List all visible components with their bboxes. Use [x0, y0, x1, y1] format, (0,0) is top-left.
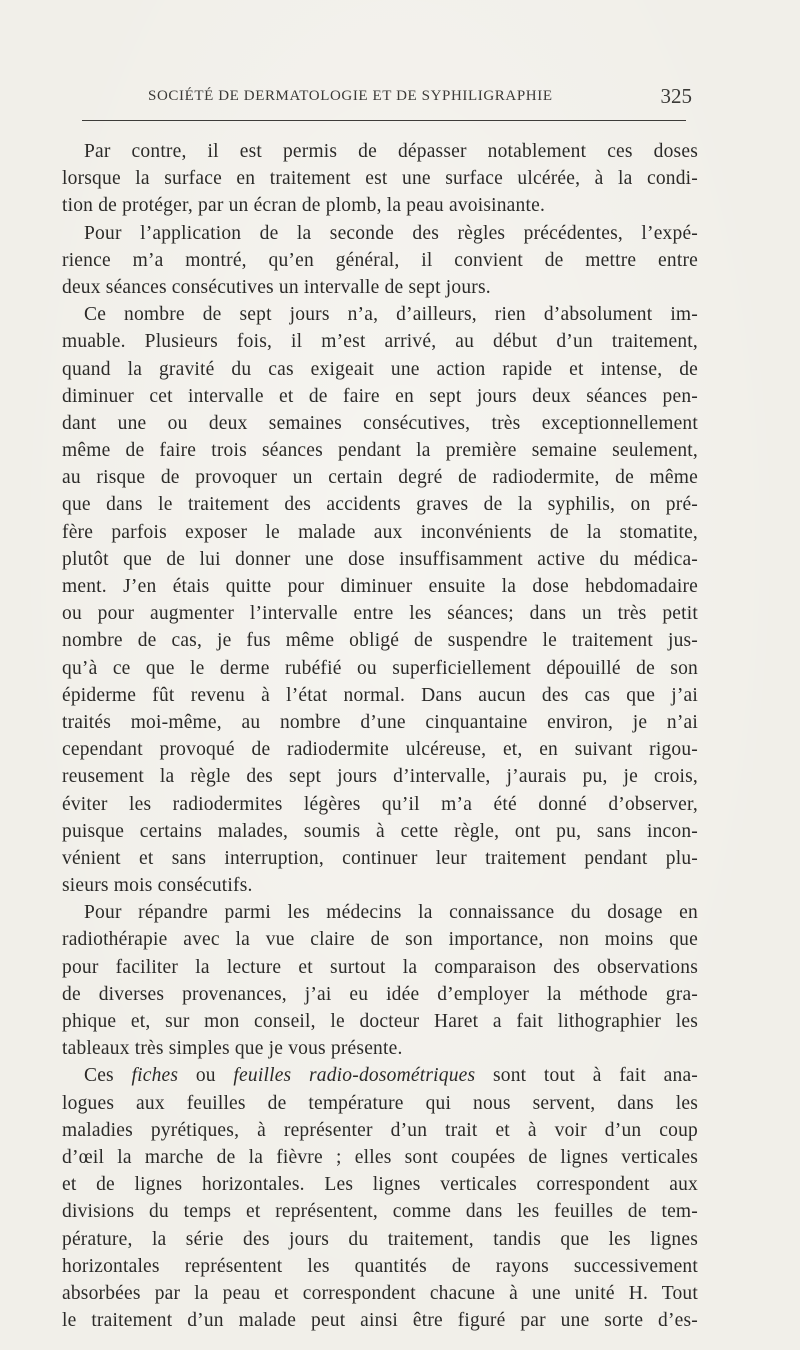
- text-line: logues aux feuilles de température qui nous servent, dans les: [62, 1092, 698, 1114]
- text-line: Pour répandre parmi les médecins la connaissance du dosage en: [84, 902, 698, 924]
- text-line: le traitement d’un malade peut ainsi être figuré par une sorte d’es-: [62, 1310, 698, 1332]
- text-line: deux séances consécutives un intervalle de sept jours.: [62, 276, 491, 298]
- italic-term: fiches: [131, 1065, 179, 1087]
- italic-term: feuilles radio-dosométriques: [233, 1065, 476, 1087]
- text-span: sont tout à fait ana-: [475, 1065, 698, 1087]
- text-line: même de faire trois séances pendant la première semaine seulement,: [62, 440, 698, 462]
- text-line: qu’à ce que le derme rubéfié ou superficiellement dépouillé de son: [62, 657, 698, 679]
- text-line: de diverses provenances, j’ai eu idée d’employer la méthode gra-: [62, 983, 698, 1005]
- text-line: divisions du temps et représentent, comme dans les feuilles de tem-: [62, 1201, 698, 1223]
- text-line: lorsque la surface en traitement est une surface ulcérée, à la condi-: [62, 168, 698, 190]
- text-line: quand la gravité du cas exigeait une action rapide et intense, de: [62, 358, 698, 380]
- text-line: [62, 1062, 698, 1089]
- text-line: tion de protéger, par un écran de plomb, la peau avoisinante.: [62, 195, 546, 217]
- text-line: diminuer cet intervalle et de faire en sept jours deux séances pen-: [62, 385, 698, 407]
- text-line: ou pour augmenter l’intervalle entre les séances; dans un très petit: [62, 603, 698, 625]
- text-span: ou: [178, 1065, 234, 1087]
- text-span: Ces: [84, 1065, 132, 1087]
- text-line: Pour l’application de la seconde des règles précédentes, l’expé-: [84, 222, 698, 244]
- text-line: puisque certains malades, soumis à cette règle, ont pu, sans incon-: [62, 820, 698, 842]
- text-line: muable. Plusieurs fois, il m’est arrivé, au début d’un traitement,: [62, 331, 698, 353]
- header-rule: [82, 120, 686, 121]
- text-line: tableaux très simples que je vous présente.: [62, 1038, 403, 1060]
- body-text: [62, 138, 698, 1334]
- text-line: pérature, la série des jours du traitement, tandis que les lignes: [62, 1228, 698, 1250]
- text-line: Par contre, il est permis de dépasser notablement ces doses: [84, 141, 698, 162]
- text-line: rience m’a montré, qu’en général, il convient de mettre entre: [62, 249, 698, 271]
- text-line: fère parfois exposer le malade aux inconvénients de la stomatite,: [62, 521, 698, 543]
- text-line: Ce nombre de sept jours n’a, d’ailleurs, rien d’absolument im-: [84, 304, 698, 326]
- text-line: phique et, sur mon conseil, le docteur Haret a fait lithographier les: [62, 1011, 698, 1032]
- text-line: reusement la règle des sept jours d’intervalle, j’aurais pu, je crois,: [62, 766, 698, 788]
- text-line: horizontales représentent les quantités de rayons successivement: [62, 1255, 698, 1277]
- running-title: SOCIÉTÉ DE DERMATOLOGIE ET DE SYPHILIGRAPHIE: [148, 88, 553, 104]
- text-line: éviter les radiodermites légères qu’il m’a été donné d’observer,: [62, 793, 698, 815]
- text-line: maladies pyrétiques, à représenter d’un trait et à voir d’un coup: [62, 1119, 698, 1141]
- page-number: 325: [660, 84, 692, 108]
- page-header: [62, 84, 698, 112]
- text-line: absorbées par la peau et correspondent chacune à une unité H. Tout: [62, 1282, 698, 1304]
- text-line: sieurs mois consécutifs.: [62, 875, 253, 897]
- text-line: cependant provoqué de radiodermite ulcéreuse, et, en suivant rigou-: [62, 739, 698, 761]
- text-line: radiothérapie avec la vue claire de son importance, non moins que: [62, 929, 698, 951]
- text-line: vénient et sans interruption, continuer leur traitement pendant plu-: [62, 847, 698, 869]
- text-line: pour faciliter la lecture et surtout la comparaison des observations: [62, 956, 698, 978]
- text-line: dant une ou deux semaines consécutives, très exceptionnellement: [62, 412, 698, 434]
- text-line: et de lignes horizontales. Les lignes verticales correspondent aux: [62, 1174, 698, 1196]
- text-line: nombre de cas, je fus même obligé de suspendre le traitement jus-: [62, 630, 698, 652]
- text-line: traités moi-même, au nombre d’une cinquantaine environ, je n’ai: [62, 711, 698, 733]
- text-line: épiderme fût revenu à l’état normal. Dans aucun des cas que j’ai: [62, 684, 698, 706]
- text-line: que dans le traitement des accidents graves de la syphilis, on pré-: [62, 494, 698, 516]
- text-line: d’œil la marche de la fièvre ; elles sont coupées de lignes verticales: [62, 1146, 698, 1168]
- text-line: ment. J’en étais quitte pour diminuer ensuite la dose hebdomadaire: [62, 576, 698, 597]
- text-line: au risque de provoquer un certain degré de radiodermite, de même: [62, 467, 698, 489]
- text-line: plutôt que de lui donner une dose insuffisamment active du médica-: [62, 548, 698, 570]
